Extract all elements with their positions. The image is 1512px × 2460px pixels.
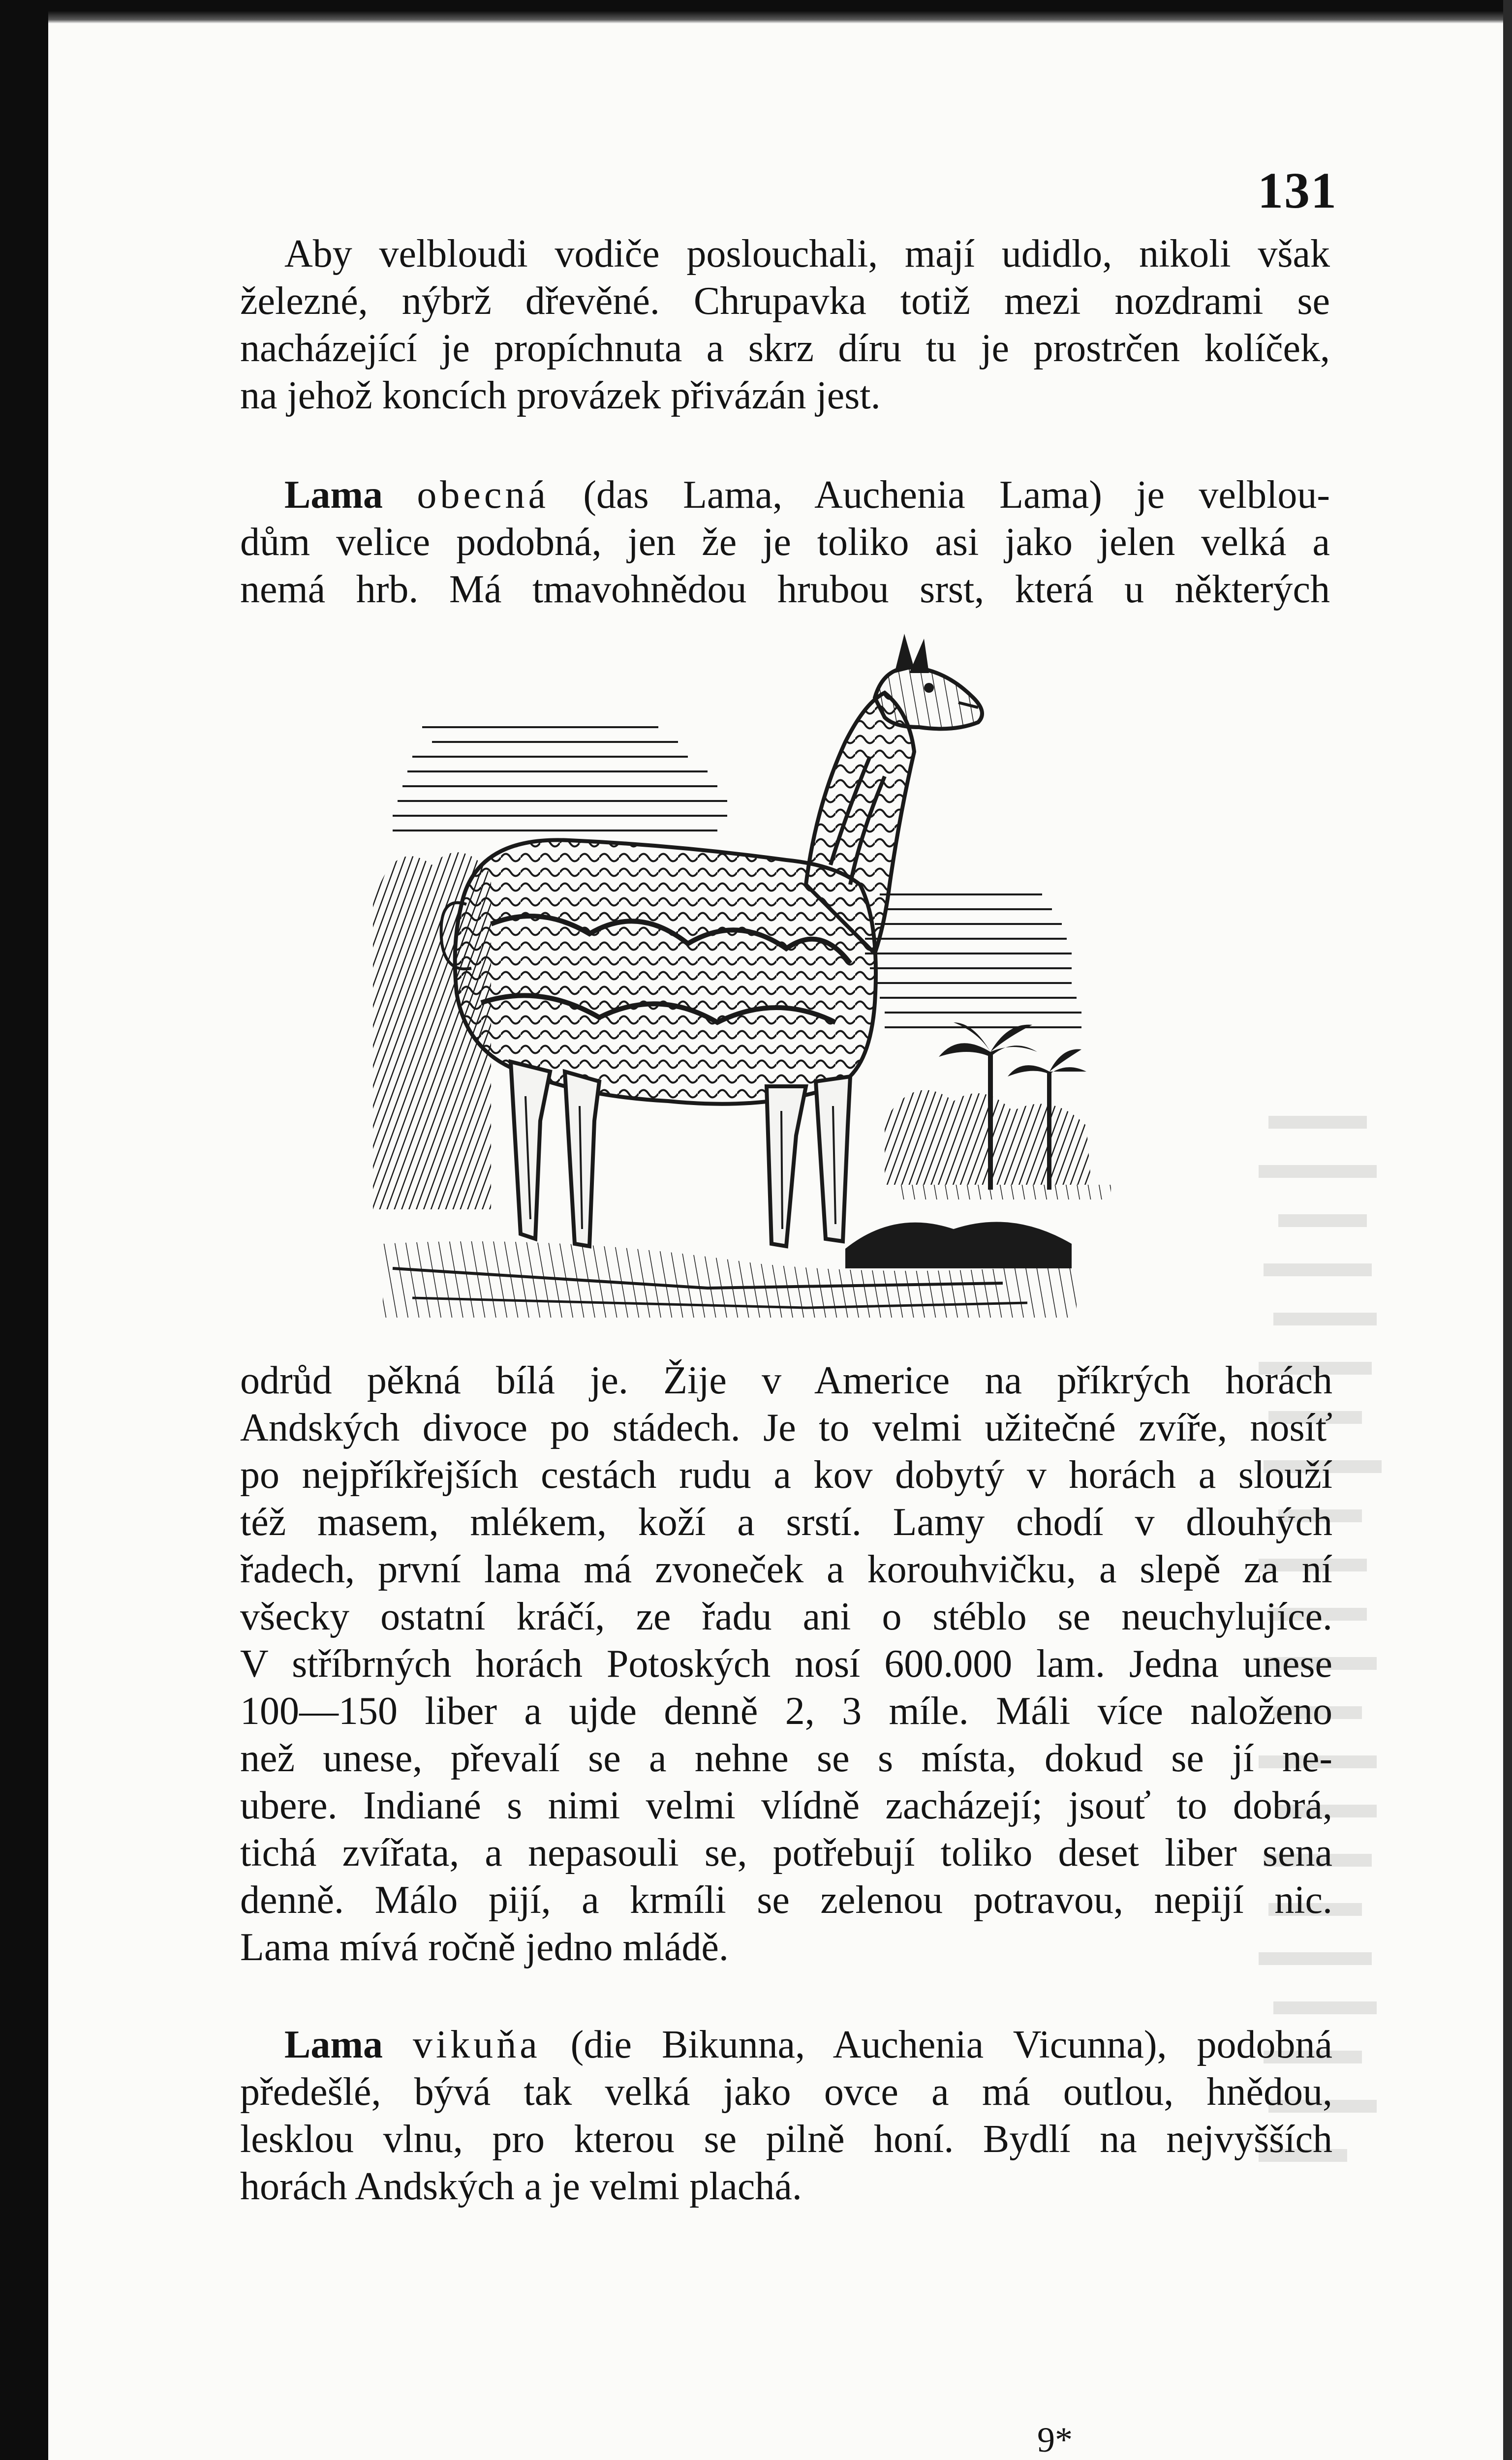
scan-border-left <box>0 0 48 2460</box>
text-line: denně. Málo pijí, a krmíli se zelenou potravou, nepijí nic. <box>240 1878 1332 1922</box>
text-line: Aby velbloudi vodiče poslouchali, mají udidlo, nikoli však <box>284 232 1330 276</box>
signature-mark: 9* <box>1037 2420 1073 2460</box>
species-epithet: vikuňa <box>412 2023 541 2066</box>
text-line <box>240 2021 1332 2068</box>
text-line: železné, nýbrž dřevěné. Chrupavka totiž mezi nozdrami se <box>240 279 1330 323</box>
paragraph-4 <box>240 2021 1332 2210</box>
line-rest: (die Bikunna, Auchenia Vicunna), podobná <box>570 2023 1333 2066</box>
page-number: 131 <box>1258 162 1337 219</box>
text-line: ubere. Indiané s nimi velmi vlídně zacházejí; jsouť to dobrá, <box>240 1784 1332 1827</box>
paragraph-1 <box>240 230 1330 419</box>
text-line: nemá hrb. Má tmavohnědou hrubou srst, která u některých <box>240 568 1330 611</box>
text-line: horách Andských a je velmi plachá. <box>240 2165 802 2208</box>
line-rest: (das Lama, Auchenia Lama) je velblou- <box>583 473 1330 517</box>
scan-border-right <box>1503 0 1512 2460</box>
scan-border-top <box>0 0 1512 24</box>
paragraph-3 <box>240 1357 1332 1971</box>
llama-woodcut-icon <box>363 629 1145 1347</box>
text-line: po nejpříkřejších cestách rudu a kov dobytý v horách a slouží <box>240 1453 1332 1497</box>
text-line: na jehož koncích provázek přivázán jest. <box>240 374 881 417</box>
text-line: dům velice podobná, jen že je toliko asi jako jelen velká a <box>240 521 1330 564</box>
text-line <box>240 471 1330 519</box>
text-line: všecky ostatní kráčí, ze řadu ani o stéblo se neuchylujíce. <box>240 1595 1332 1638</box>
species-epithet: obecná <box>417 473 549 517</box>
text-line: V stříbrných horách Potoských nosí 600.000 lam. Jedna unese <box>240 1642 1332 1686</box>
text-line: než unese, převalí se a nehne se s místa, dokud se jí ne- <box>240 1737 1332 1780</box>
species-name: Lama <box>284 473 383 517</box>
species-name: Lama <box>284 2023 383 2066</box>
text-line: 100—150 liber a ujde denně 2, 3 míle. Máli více naloženo <box>240 1690 1332 1733</box>
text-line: Andských divoce po stádech. Je to velmi užitečné zvíře, nosíť <box>240 1406 1332 1449</box>
text-line: nacházející je propíchnuta a skrz díru tu je prostrčen kolíček, <box>240 327 1330 370</box>
book-page <box>48 24 1503 2460</box>
text-line: předešlé, bývá tak velká jako ovce a má outlou, hnědou, <box>240 2070 1332 2114</box>
paragraph-2 <box>240 471 1330 613</box>
text-line: lesklou vlnu, pro kterou se pilně honí. Bydlí na nejvyšších <box>240 2118 1332 2161</box>
text-line: tichá zvířata, a nepasouli se, potřebují toliko deset liber sena <box>240 1831 1332 1875</box>
text-line: Lama mívá ročně jedno mládě. <box>240 1926 729 1969</box>
text-line: řadech, první lama má zvoneček a korouhvičku, a slepě za ní <box>240 1548 1332 1591</box>
text-line: odrůd pěkná bílá je. Žije v Americe na příkrých horách <box>240 1359 1332 1402</box>
text-line: též masem, mlékem, koží a srstí. Lamy chodí v dlouhých <box>240 1501 1332 1544</box>
